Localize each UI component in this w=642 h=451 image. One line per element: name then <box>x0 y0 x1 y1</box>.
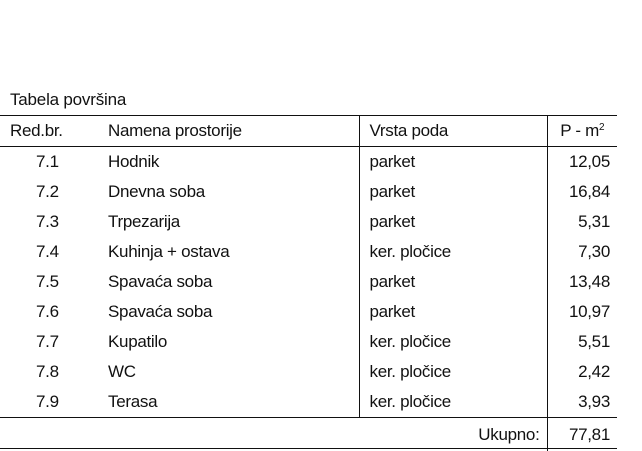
row-room-name: Hodnik <box>99 147 359 178</box>
row-ordinal: 7.7 <box>0 327 99 357</box>
header-area-exponent: 2 <box>599 122 604 133</box>
row-ordinal: 7.6 <box>0 297 99 327</box>
row-ordinal: 7.9 <box>0 387 99 418</box>
row-area: 2,42 <box>547 357 617 387</box>
row-floor-type: parket <box>359 177 547 207</box>
header-floor-type: Vrsta poda <box>359 116 547 147</box>
table-row <box>0 207 617 237</box>
row-floor-type: ker. pločice <box>359 327 547 357</box>
row-room-name: Kupatilo <box>99 327 359 357</box>
row-area: 12,05 <box>547 147 617 178</box>
row-area: 5,51 <box>547 327 617 357</box>
row-floor-type: parket <box>359 267 547 297</box>
table-title: Tabela površina <box>10 90 126 110</box>
header-row <box>0 116 617 147</box>
row-floor-type: parket <box>359 147 547 178</box>
total-label: Ukupno: <box>0 418 547 451</box>
table-row <box>0 387 617 418</box>
row-room-name: Dnevna soba <box>99 177 359 207</box>
header-area <box>547 116 617 147</box>
header-room-purpose: Namena prostorije <box>99 116 359 147</box>
row-room-name: WC <box>99 357 359 387</box>
row-room-name: Trpezarija <box>99 207 359 237</box>
total-value: 77,81 <box>547 418 617 451</box>
table-body <box>0 147 617 418</box>
row-area: 10,97 <box>547 297 617 327</box>
row-area: 13,48 <box>547 267 617 297</box>
row-area: 3,93 <box>547 387 617 418</box>
row-floor-type: ker. pločice <box>359 237 547 267</box>
header-ordinal: Red.br. <box>0 116 99 147</box>
row-room-name: Terasa <box>99 387 359 418</box>
table-row <box>0 327 617 357</box>
row-area: 7,30 <box>547 237 617 267</box>
row-area: 16,84 <box>547 177 617 207</box>
row-ordinal: 7.4 <box>0 237 99 267</box>
row-ordinal: 7.2 <box>0 177 99 207</box>
row-ordinal: 7.5 <box>0 267 99 297</box>
header-area-prefix: P - m <box>560 121 599 140</box>
row-floor-type: ker. pločice <box>359 357 547 387</box>
row-room-name: Spavaća soba <box>99 297 359 327</box>
table-row <box>0 297 617 327</box>
table-row <box>0 267 617 297</box>
row-room-name: Kuhinja + ostava <box>99 237 359 267</box>
total-row <box>0 418 617 451</box>
row-area: 5,31 <box>547 207 617 237</box>
table-row <box>0 177 617 207</box>
table-row <box>0 147 617 178</box>
row-ordinal: 7.1 <box>0 147 99 178</box>
surface-area-table <box>0 115 617 451</box>
row-room-name: Spavaća soba <box>99 267 359 297</box>
row-floor-type: ker. pločice <box>359 387 547 418</box>
row-ordinal: 7.3 <box>0 207 99 237</box>
row-floor-type: parket <box>359 297 547 327</box>
row-floor-type: parket <box>359 207 547 237</box>
table-row <box>0 237 617 267</box>
table-row <box>0 357 617 387</box>
row-ordinal: 7.8 <box>0 357 99 387</box>
